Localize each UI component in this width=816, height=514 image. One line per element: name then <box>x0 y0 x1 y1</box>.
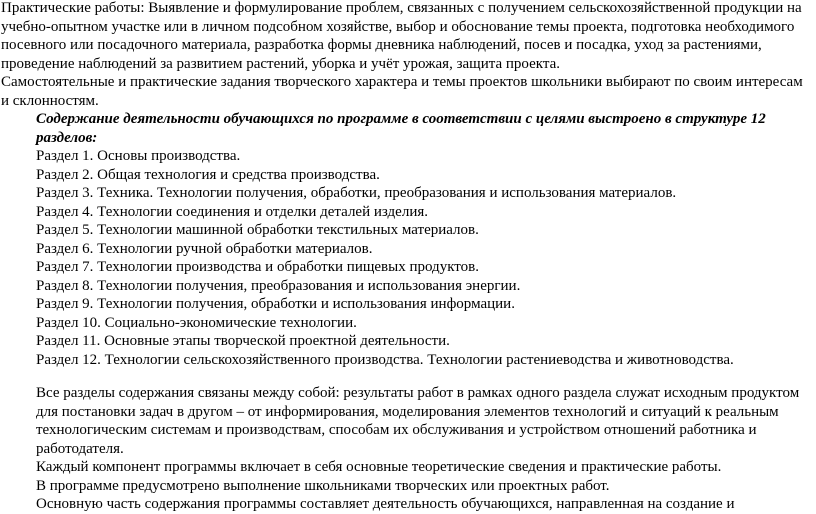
section-item: Раздел 6. Технологии ручной обработки материалов. <box>36 240 373 257</box>
relations-paragraph: Все разделы содержания связаны между собой: результаты работ в рамках одного раздела служат исходным продуктом для постановки задач в другом – от информирования, моделирования элементов технологий и ситуаций к реальным технологическим системам и производствам, способам их обслуживания и устройством отношений работника и работодателя. <box>36 385 800 457</box>
section-item: Раздел 4. Технологии соединения и отделки деталей изделия. <box>36 203 428 220</box>
section-item: Раздел 5. Технологии машинной обработки текстильных материалов. <box>36 222 479 238</box>
components-paragraph: Каждый компонент программы включает в себя основные теоретические сведения и практические работы. <box>36 459 722 475</box>
section-item: Раздел 1. Основы производства. <box>36 148 241 164</box>
section-item: Раздел 11. Основные этапы творческой проектной деятельности. <box>36 333 450 349</box>
section-item: Раздел 8. Технологии получения, преобразования и использования энергии. <box>36 277 521 294</box>
paragraph-gap <box>0 369 816 384</box>
sections-list <box>0 147 816 369</box>
sections-heading: Содержание деятельности обучающихся по программе в соответствии с целями выстроено в структуре 12 разделов: <box>36 111 766 146</box>
intro-paragraph: Практические работы: Выявление и формулирование проблем, связанных с получением сельскохозяйственной продукции на учебно-опытном участке или в личном подсобном хозяйстве, выбор и обоснование темы проекта, подготовка необходимого посевного или посадочного материала, разработка формы дневника наблюдений, посев и посадка, уход за растениями, проведение наблюдений за развитием растений, уборка и учёт урожая, защита проекта. <box>1 0 802 72</box>
section-item: Раздел 12. Технологии сельскохозяйственного производства. Технологии растениеводства и животноводства. <box>36 351 734 368</box>
interests-paragraph: Самостоятельные и практические задания творческого характера и темы проектов школьники выбирают по своим интересам и склонностям. <box>1 74 803 109</box>
section-item: Раздел 10. Социально-экономические технологии. <box>36 314 357 331</box>
section-item: Раздел 2. Общая технология и средства производства. <box>36 166 380 183</box>
main-part-paragraph: Основную часть содержания программы составляет деятельность обучающихся, направленная на создание и <box>36 496 735 512</box>
section-item: Раздел 3. Техника. Технологии получения, обработки, преобразования и использования материалов. <box>36 185 677 201</box>
section-item: Раздел 9. Технологии получения, обработки и использования информации. <box>36 296 515 312</box>
section-item: Раздел 7. Технологии производства и обработки пищевых продуктов. <box>36 259 479 275</box>
projects-paragraph: В программе предусмотрено выполнение школьниками творческих или проектных работ. <box>36 477 610 494</box>
